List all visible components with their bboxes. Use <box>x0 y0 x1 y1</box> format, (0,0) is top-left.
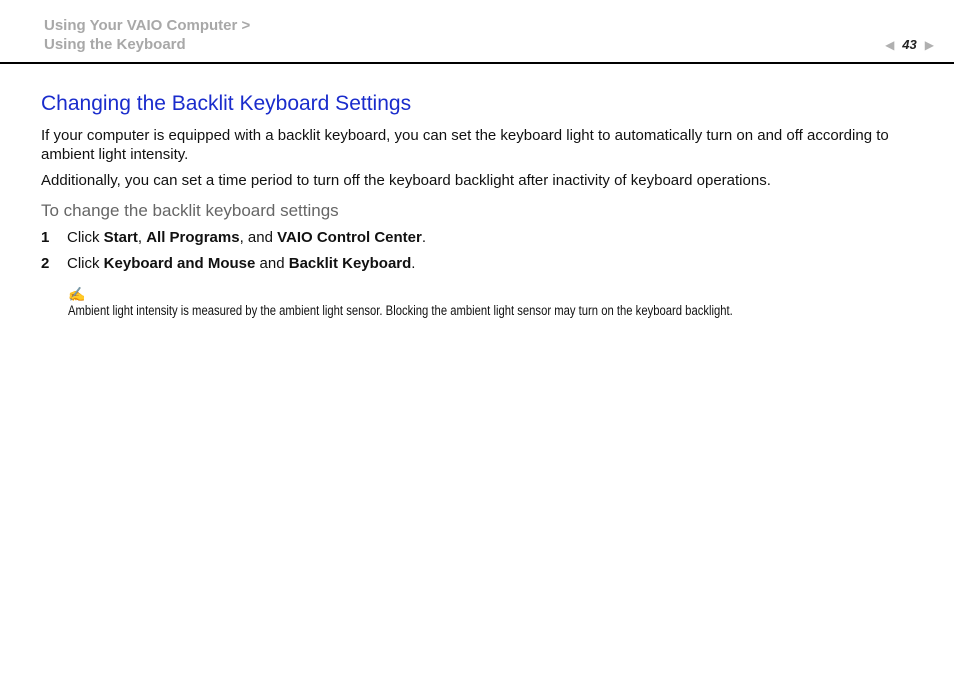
step-bold-vaio-control-center: VAIO Control Center <box>277 229 422 246</box>
step-text: Click <box>67 255 104 272</box>
step-text: . <box>421 229 427 246</box>
step-number: 1 <box>41 229 50 246</box>
step-text: and <box>255 255 289 272</box>
step-bold-keyboard-and-mouse: Keyboard and Mouse <box>103 255 256 272</box>
intro-paragraph: If your computer is equipped with a backlit keyboard, you can set the keyboard light to automatically turn on and off according to ambient light intensity. <box>41 127 889 163</box>
step-bold-start: Start <box>103 229 138 246</box>
step-1 <box>41 229 426 246</box>
next-page-icon[interactable]: ▶ <box>924 37 934 52</box>
note-text: Ambient light intensity is measured by the ambient light sensor. Blocking the ambient light sensor may turn on the keyboard backlight. <box>68 303 733 318</box>
page-title: Changing the Backlit Keyboard Settings <box>41 92 412 115</box>
breadcrumb-current[interactable]: Using the Keyboard <box>44 36 186 53</box>
step-number: 2 <box>41 255 50 272</box>
additional-paragraph: Additionally, you can set a time period to turn off the keyboard backlight after inactivity of keyboard operations. <box>41 172 771 189</box>
procedure-title: To change the backlit keyboard settings <box>41 201 339 220</box>
step-text: , and <box>239 229 278 246</box>
step-text: . <box>411 255 416 272</box>
breadcrumb-parent[interactable]: Using Your VAIO Computer > <box>44 17 251 34</box>
step-text: , <box>137 229 147 246</box>
step-bold-all-programs: All Programs <box>146 229 240 246</box>
header-divider <box>0 62 954 64</box>
page-navigator <box>885 37 934 52</box>
page-number: 43 <box>902 37 917 52</box>
step-text: Click <box>67 229 104 246</box>
previous-page-icon[interactable]: ◀ <box>885 37 895 52</box>
step-2 <box>41 255 415 272</box>
note-pen-icon: ✍ <box>68 286 86 302</box>
step-bold-backlit-keyboard: Backlit Keyboard <box>288 255 412 272</box>
